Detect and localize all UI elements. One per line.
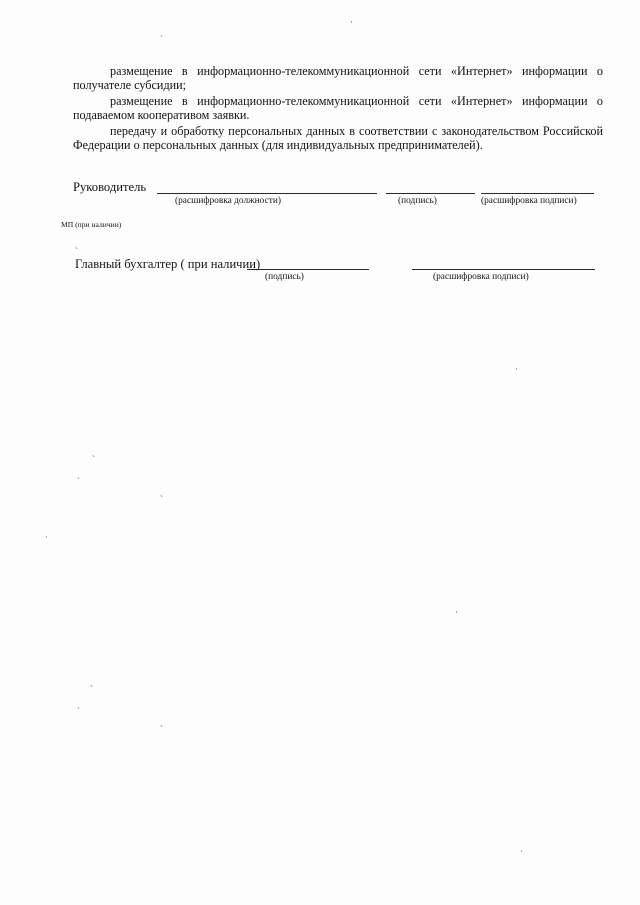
scan-speck: · [45, 532, 48, 542]
accountant-label: Главный бухгалтер ( при наличии) [75, 257, 261, 271]
scan-speck: ˏ [90, 677, 93, 687]
paragraph-text: передачу и обработку персональных данных в соответствии с законодательством Российской Федерации о персональных данных (для индивидуальных предпринимателей). [73, 124, 603, 153]
scan-speck: ˏ [160, 717, 163, 727]
scan-speck: ˏ [77, 699, 80, 709]
head-label: Руководитель [73, 180, 147, 194]
scan-speck: · [515, 364, 518, 374]
head-name-line [481, 193, 594, 194]
scan-speck: ˏ [160, 487, 163, 497]
scan-speck: ˏ [77, 469, 80, 479]
position-line [157, 193, 377, 194]
scan-speck: · [520, 846, 523, 856]
paragraph-text: размещение в информационно-телекоммуникационной сети «Интернет» информации о подаваемом кооперативом заявки. [73, 94, 603, 123]
accountant-signature-line [247, 269, 369, 270]
scan-speck: · [350, 17, 353, 27]
scan-speck: · [455, 607, 458, 617]
caption-accountant-name: (расшифровка подписи) [433, 272, 529, 282]
paragraph-internet-application [73, 94, 603, 123]
paragraph-personal-data [73, 124, 603, 153]
caption-position: (расшифровка должности) [175, 196, 281, 206]
scan-speck: ˏ [75, 239, 78, 249]
caption-head-name: (расшифровка подписи) [481, 196, 577, 206]
head-signature-line [386, 193, 475, 194]
paragraph-internet-recipient [73, 64, 603, 93]
stamp-note: МП (при наличии) [61, 220, 122, 229]
scan-speck: ˏ [92, 447, 95, 457]
caption-accountant-signature: (подпись) [265, 272, 304, 282]
paragraph-text: размещение в информационно-телекоммуникационной сети «Интернет» информации о получателе субсидии; [73, 64, 603, 93]
scan-speck: ˏ [160, 27, 163, 37]
caption-head-signature: (подпись) [398, 196, 437, 206]
accountant-name-line [412, 269, 595, 270]
